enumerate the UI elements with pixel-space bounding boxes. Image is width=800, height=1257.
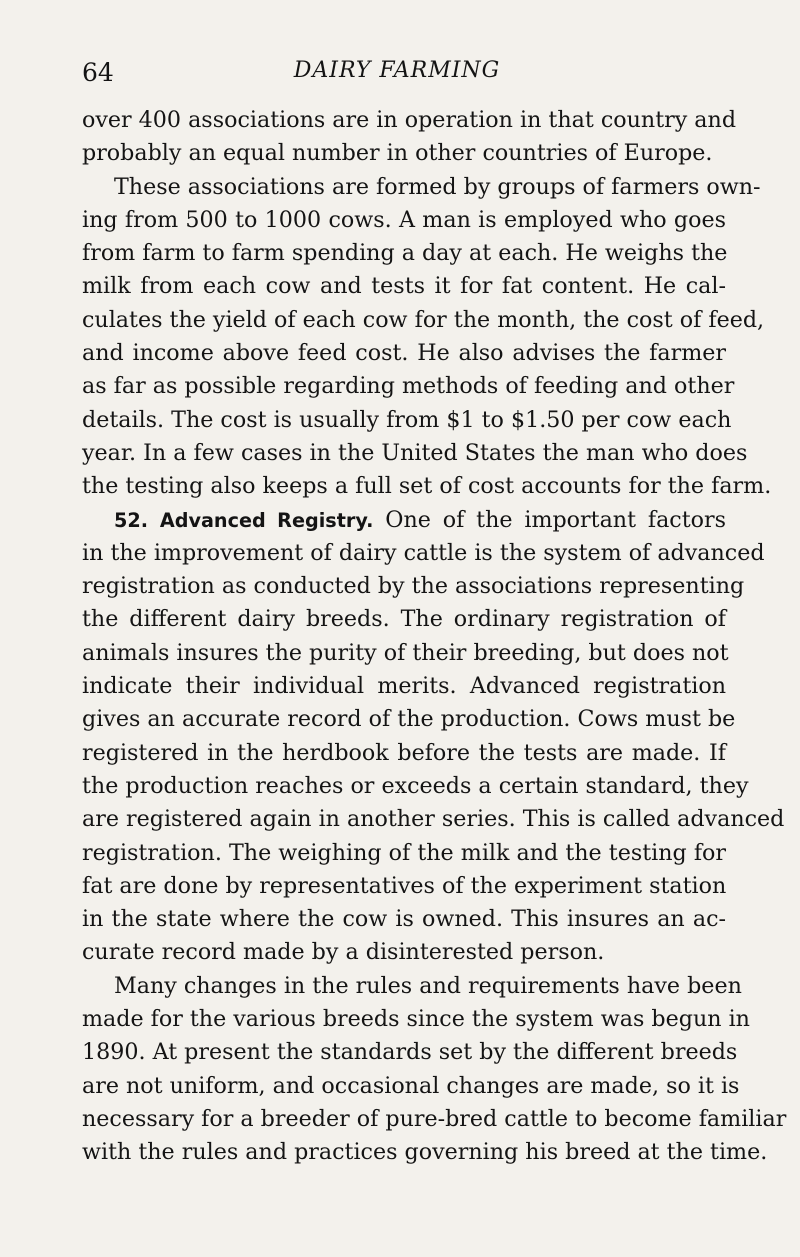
text-line: registered in the herdbook before the tests are made. If — [82, 739, 726, 766]
text-line: One of the important factors — [385, 506, 726, 533]
text-line: are not uniform, and occasional changes are made, so it is — [82, 1072, 740, 1099]
text-line: are registered again in another series. This is called advanced — [82, 806, 785, 833]
running-title: DAIRY FARMING — [293, 58, 501, 83]
text-line: year. In a few cases in the United States the man who does — [82, 439, 748, 466]
text-line: registration. The weighing of the milk and the testing for — [82, 839, 726, 866]
text-line: details. The cost is usually from $1 to $1.50 per cow each — [82, 406, 732, 433]
text-line: the testing also keeps a full set of cost accounts for the farm. — [82, 473, 772, 500]
text-line: gives an accurate record of the production. Cows must be — [82, 706, 736, 733]
text-line: with the rules and practices governing his breed at the time. — [82, 1139, 768, 1166]
text-line: over 400 associations are in operation in that country and — [82, 107, 737, 133]
text-line: These associations are formed by groups of farmers own- — [114, 173, 761, 200]
body-text — [82, 104, 787, 1170]
text-line: registration as conducted by the associations representing — [82, 573, 745, 600]
page-number: 64 — [82, 58, 114, 87]
text-line: and income above feed cost. He also advises the farmer — [82, 340, 726, 367]
text-line: the different dairy breeds. The ordinary registration of — [82, 606, 726, 633]
text-line: necessary for a breeder of pure-bred cattle to become familiar — [82, 1105, 787, 1132]
text-line: animals insures the purity of their breeding, but does not — [82, 639, 729, 666]
text-line: culates the yield of each cow for the month, the cost of feed, — [82, 306, 765, 333]
text-line: ing from 500 to 1000 cows. A man is employed who goes — [82, 206, 726, 233]
text-line: Many changes in the rules and requirements have been — [114, 972, 742, 999]
text-line: curate record made by a disinterested person. — [82, 939, 605, 966]
section-number: 52. — [114, 508, 148, 532]
text-line: the production reaches or exceeds a certain standard, they — [82, 772, 749, 799]
text-line: fat are done by representatives of the experiment station — [82, 872, 727, 899]
page-header — [82, 50, 712, 90]
text-line: in the state where the cow is owned. This insures an ac- — [82, 906, 726, 933]
text-line: milk from each cow and tests it for fat content. He cal- — [82, 273, 726, 300]
text-line: as far as possible regarding methods of feeding and other — [82, 373, 735, 400]
section-title: Advanced Registry. — [159, 508, 374, 532]
text-line: 1890. At present the standards set by the different breeds — [82, 1039, 738, 1066]
text-line: indicate their individual merits. Advanced registration — [82, 673, 726, 700]
text-line: probably an equal number in other countries of Europe. — [82, 140, 713, 167]
section-heading-line — [82, 504, 726, 537]
text-line: in the improvement of dairy cattle is the system of advanced — [82, 539, 765, 566]
text-line: made for the various breeds since the system was begun in — [82, 1006, 750, 1033]
text-line: from farm to farm spending a day at each. He weighs the — [82, 240, 728, 267]
